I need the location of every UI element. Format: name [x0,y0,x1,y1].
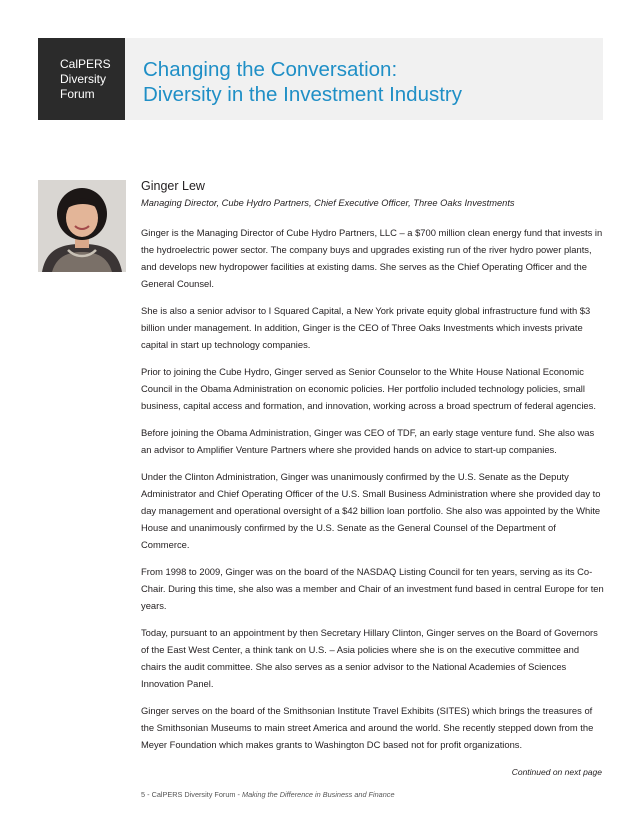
bio-paragraph: Under the Clinton Administration, Ginger was unanimously confirmed by the U.S. Senate as the Deputy Administrator and Chief Operating Officer of the U.S. Small Business Administration where she provided day to day management and operational oversight of a $42 billion loan portfolio. She also was appointed by the White House and unanimously confirmed by the U.S. Senate as the General Counsel of the Department of Commerce. [141,471,601,550]
page-footer [141,790,395,799]
footer-separator: - [147,790,150,799]
bio-paragraph: Ginger serves on the board of the Smithsonian Institute Travel Exhibits (SITES) which brings the treasures of the Smithsonian Museums to main street America and around the world. She recently stepped down from the Meyer Foundation which makes grants to Washington DC based not for profit organizations. [141,705,594,750]
forum-badge [38,38,125,120]
bio-paragraph: Today, pursuant to an appointment by then Secretary Hillary Clinton, Ginger serves on the Board of Governors of the East West Center, a think tank on U.S. – Asia policies where she is on the executive committee and chairs the audit committee. She also serves as a senior advisor to the National Academies of Sciences Innovation Panel. [141,627,598,689]
continued-note: Continued on next page [511,767,602,777]
page-number: 5 [141,790,146,799]
forum-badge-text: CalPERS Diversity Forum [60,57,111,101]
bio-paragraph: From 1998 to 2009, Ginger was on the board of the NASDAQ Listing Council for ten years, serving as its Co-Chair. During this time, she also was a member and Chair of an investment fund based in central Europe for ten years. [141,566,604,611]
footer-dash: - [237,790,240,799]
profile-role: Managing Director, Cube Hydro Partners, Chief Executive Officer, Three Oaks Investments [141,198,515,208]
footer-publication: CalPERS Diversity Forum [151,790,236,799]
profile-content [141,178,606,763]
bio-paragraph: Ginger is the Managing Director of Cube Hydro Partners, LLC – a $700 million clean energy fund that invests in the hydroelectric power sector. The company buys and upgrades existing run of the river hydro power plants, and develops new hydropower facilities at existing dams. She serves as the Chief Operating Officer and the General Counsel. [141,227,603,289]
footer-tagline: Making the Difference in Business and Finance [242,790,395,799]
bio-paragraph: Prior to joining the Cube Hydro, Ginger served as Senior Counselor to the White House National Economic Council in the Obama Administration on economic policies. Her portfolio included technology policies, small business, capital access and formation, and innovation, working across a broad spectrum of federal agencies. [141,366,596,411]
page-title: Changing the Conversation: Diversity in the Investment Industry [143,58,463,106]
profile-name: Ginger Lew [141,179,205,193]
profile-photo [38,180,126,272]
header-banner [125,38,603,120]
bio-paragraph: She is also a senior advisor to I Squared Capital, a New York private equity global infrastructure fund with $3 billion under management. In addition, Ginger is the CEO of Three Oaks Investments which invests private capital in start up technology companies. [141,305,591,350]
bio-paragraph: Before joining the Obama Administration, Ginger was CEO of TDF, an early stage venture fund. She also was an advisor to Amplifier Venture Partners where she provided hands on advice to start-up companies. [141,427,595,455]
